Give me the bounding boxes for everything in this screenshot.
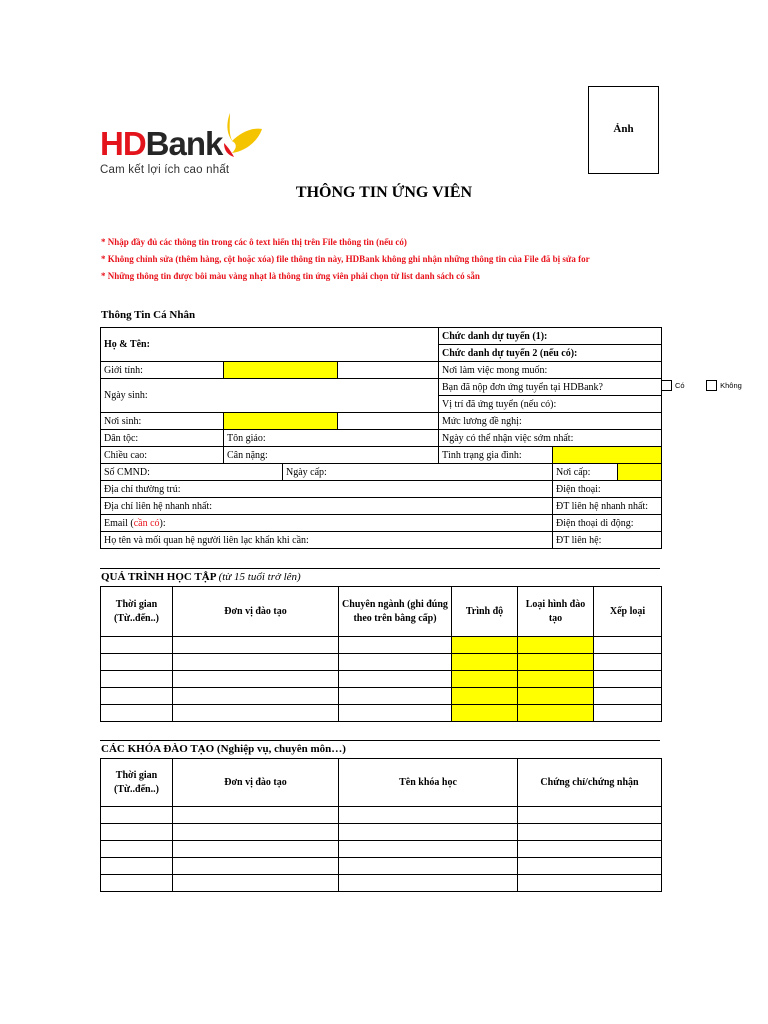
table-row	[101, 671, 662, 688]
weight-label: Cân nặng:	[227, 449, 268, 461]
issue-date-field[interactable]	[283, 464, 553, 481]
courses-title: CÁC KHÓA ĐÀO TẠO	[101, 743, 215, 755]
course-cell-institution[interactable]	[173, 841, 339, 858]
courses-divider	[100, 740, 660, 741]
marital-label: Tình trạng gia đình:	[439, 447, 553, 464]
edu-cell-time[interactable]	[101, 654, 173, 671]
edu-cell-level-select[interactable]	[452, 671, 518, 688]
contact-address-label: Địa chỉ liên hệ nhanh nhất:	[104, 500, 213, 512]
table-row	[101, 824, 662, 841]
edu-cell-level-select[interactable]	[452, 688, 518, 705]
edu-cell-rank[interactable]	[594, 705, 662, 722]
dob-field[interactable]	[101, 379, 439, 413]
birthplace-select[interactable]	[224, 413, 338, 430]
edu-cell-type-select[interactable]	[518, 705, 594, 722]
id-number-field[interactable]	[101, 464, 283, 481]
applied-position-label: Vị trí đã ứng tuyển (nếu có):	[442, 398, 557, 410]
education-subtitle: (từ 15 tuổi trở lên)	[218, 571, 301, 583]
edu-cell-time[interactable]	[101, 688, 173, 705]
birthplace-label: Nơi sinh:	[101, 413, 224, 430]
photo-label: Ảnh	[613, 123, 634, 135]
start-date-field[interactable]	[439, 430, 662, 447]
course-header-certificate: Chứng chỉ/chứng nhận	[518, 759, 662, 807]
applied-position-field[interactable]	[439, 396, 662, 413]
salary-field[interactable]	[439, 413, 662, 430]
mobile-label: Điện thoại di động:	[556, 517, 634, 529]
personal-info-table	[100, 327, 742, 549]
course-cell-institution[interactable]	[173, 875, 339, 892]
page-title: THÔNG TIN ỨNG VIÊN	[295, 184, 473, 201]
course-cell-certificate[interactable]	[518, 875, 662, 892]
edu-cell-institution[interactable]	[173, 705, 339, 722]
table-row	[101, 637, 662, 654]
applied-before-field	[439, 379, 742, 396]
course-cell-time[interactable]	[101, 875, 173, 892]
table-row	[101, 654, 662, 671]
course-cell-name[interactable]	[339, 807, 518, 824]
course-header-time: Thời gian (Từ..đến..)	[101, 759, 173, 807]
education-title: QUÁ TRÌNH HỌC TẬP	[101, 571, 216, 583]
phone-field[interactable]	[553, 481, 662, 498]
edu-cell-institution[interactable]	[173, 671, 339, 688]
edu-cell-major[interactable]	[339, 671, 452, 688]
course-cell-institution[interactable]	[173, 858, 339, 875]
issue-place-label: Nơi cấp:	[553, 464, 618, 481]
course-header-name: Tên khóa học	[339, 759, 518, 807]
edu-cell-institution[interactable]	[173, 637, 339, 654]
email-field[interactable]	[101, 515, 553, 532]
table-row	[101, 858, 662, 875]
education-table	[100, 586, 662, 722]
permanent-address-label: Địa chỉ thường trú:	[104, 483, 181, 495]
edu-cell-major[interactable]	[339, 654, 452, 671]
course-header-institution: Đơn vị đào tạo	[173, 759, 339, 807]
courses-section-title	[101, 743, 346, 755]
position-2-label: Chức danh dự tuyển 2 (nếu có):	[442, 347, 578, 359]
logo-slogan: Cam kết lợi ích cao nhất	[100, 164, 230, 176]
course-cell-name[interactable]	[339, 875, 518, 892]
logo-bank: Bank	[145, 125, 223, 162]
email-label: Email (	[104, 517, 134, 529]
edu-cell-institution[interactable]	[173, 688, 339, 705]
contact-phone-field[interactable]	[553, 498, 662, 515]
dob-label: Ngày sinh:	[104, 390, 148, 401]
issue-place-select[interactable]	[618, 464, 662, 481]
edu-header-major: Chuyên ngành (ghi đúng theo trên bằng cấp)	[339, 587, 452, 637]
height-field[interactable]	[101, 447, 224, 464]
course-cell-certificate[interactable]	[518, 824, 662, 841]
edu-cell-rank[interactable]	[594, 671, 662, 688]
table-row	[101, 875, 662, 892]
edu-cell-major[interactable]	[339, 637, 452, 654]
marital-select[interactable]	[553, 447, 662, 464]
id-number-label: Số CMND:	[104, 466, 150, 478]
note-2: * Không chỉnh sửa (thêm hàng, cột hoặc xóa) file thông tin này, HDBank không ghi nhận những thông tin của File đã bị sửa for	[101, 254, 590, 264]
edu-cell-type-select[interactable]	[518, 654, 594, 671]
full-name-field[interactable]	[101, 328, 439, 362]
religion-label: Tôn giáo:	[227, 432, 266, 444]
personal-section-title: Thông Tin Cá Nhân	[101, 309, 196, 321]
edu-cell-time[interactable]	[101, 671, 173, 688]
ethnicity-field[interactable]	[101, 430, 224, 447]
ethnicity-label: Dân tộc:	[104, 432, 139, 444]
weight-field[interactable]	[224, 447, 439, 464]
edu-cell-rank[interactable]	[594, 688, 662, 705]
edu-cell-level-select[interactable]	[452, 705, 518, 722]
table-row	[101, 688, 662, 705]
edu-header-rank: Xếp loại	[594, 587, 662, 637]
edu-cell-level-select[interactable]	[452, 654, 518, 671]
edu-cell-major[interactable]	[339, 688, 452, 705]
edu-cell-type-select[interactable]	[518, 637, 594, 654]
edu-cell-time[interactable]	[101, 705, 173, 722]
mobile-field[interactable]	[553, 515, 662, 532]
emergency-phone-label: ĐT liên hệ:	[556, 534, 602, 546]
applied-no-checkbox[interactable]	[706, 380, 717, 391]
course-cell-certificate[interactable]	[518, 858, 662, 875]
edu-header-type: Loại hình đào tạo	[518, 587, 594, 637]
edu-cell-major[interactable]	[339, 705, 452, 722]
applied-yes-checkbox[interactable]	[661, 380, 672, 391]
applied-yes-label: Có	[675, 381, 685, 391]
education-section-title	[101, 571, 301, 583]
edu-cell-time[interactable]	[101, 637, 173, 654]
education-divider	[100, 568, 660, 569]
phone-label: Điện thoại:	[556, 483, 601, 495]
gender-spacer	[338, 362, 439, 379]
course-cell-institution[interactable]	[173, 824, 339, 841]
issue-date-label: Ngày cấp:	[286, 466, 327, 478]
emergency-phone-field[interactable]	[553, 532, 662, 549]
emergency-contact-label: Họ tên và mối quan hệ người liên lạc khẩn khi cần:	[104, 534, 309, 546]
course-cell-name[interactable]	[339, 841, 518, 858]
course-cell-certificate[interactable]	[518, 841, 662, 858]
religion-field[interactable]	[224, 430, 439, 447]
course-cell-time[interactable]	[101, 807, 173, 824]
table-row	[101, 705, 662, 722]
contact-address-field[interactable]	[101, 498, 553, 515]
edu-cell-type-select[interactable]	[518, 671, 594, 688]
position-2-field[interactable]	[439, 345, 662, 362]
applied-no-label: Không	[720, 381, 742, 391]
hdbank-logo-icon	[222, 113, 264, 159]
course-cell-name[interactable]	[339, 858, 518, 875]
permanent-address-field[interactable]	[101, 481, 553, 498]
course-cell-time[interactable]	[101, 824, 173, 841]
edu-cell-rank[interactable]	[594, 654, 662, 671]
course-cell-name[interactable]	[339, 824, 518, 841]
table-row	[101, 841, 662, 858]
edu-cell-type-select[interactable]	[518, 688, 594, 705]
edu-header-level: Trình độ	[452, 587, 518, 637]
photo-box[interactable]	[588, 86, 659, 174]
full-name-label: Họ & Tên:	[104, 339, 150, 350]
birthplace-spacer	[338, 413, 439, 430]
note-3: * Những thông tin được bôi màu vàng nhạt là thông tin ứng viên phải chọn từ list danh sách có sẵn	[101, 271, 480, 281]
edu-cell-rank[interactable]	[594, 637, 662, 654]
height-label: Chiều cao:	[104, 449, 148, 461]
course-cell-time[interactable]	[101, 841, 173, 858]
work-place-field[interactable]	[439, 362, 662, 379]
courses-table	[100, 758, 662, 892]
course-cell-time[interactable]	[101, 858, 173, 875]
hdbank-logo	[100, 127, 222, 160]
course-cell-institution[interactable]	[173, 807, 339, 824]
work-place-label: Nơi làm việc mong muốn:	[442, 364, 548, 376]
edu-cell-level-select[interactable]	[452, 637, 518, 654]
edu-header-time: Thời gian (Từ..đến..)	[101, 587, 173, 637]
gender-label: Giới tính:	[101, 362, 224, 379]
email-required-label: cần có	[133, 517, 160, 529]
contact-phone-label: ĐT liên hệ nhanh nhất:	[556, 500, 649, 512]
position-1-label: Chức danh dự tuyển (1):	[442, 330, 548, 342]
logo-hd: HD	[100, 125, 146, 162]
position-1-field[interactable]	[439, 328, 662, 345]
salary-label: Mức lương đề nghị:	[442, 415, 522, 427]
table-row	[101, 807, 662, 824]
email-label-suffix: ):	[159, 517, 166, 529]
course-cell-certificate[interactable]	[518, 807, 662, 824]
start-date-label: Ngày có thể nhận việc sớm nhất:	[442, 432, 574, 444]
applied-before-label: Bạn đã nộp đơn ứng tuyển tại HDBank?	[442, 381, 603, 393]
edu-header-institution: Đơn vị đào tạo	[173, 587, 339, 637]
gender-select[interactable]	[224, 362, 338, 379]
note-1: * Nhập đầy đủ các thông tin trong các ô text hiển thị trên File thông tin (nếu có)	[101, 237, 407, 247]
courses-subtitle: (Nghiệp vụ, chuyên môn…)	[216, 743, 346, 755]
edu-cell-institution[interactable]	[173, 654, 339, 671]
emergency-contact-field[interactable]	[101, 532, 553, 549]
